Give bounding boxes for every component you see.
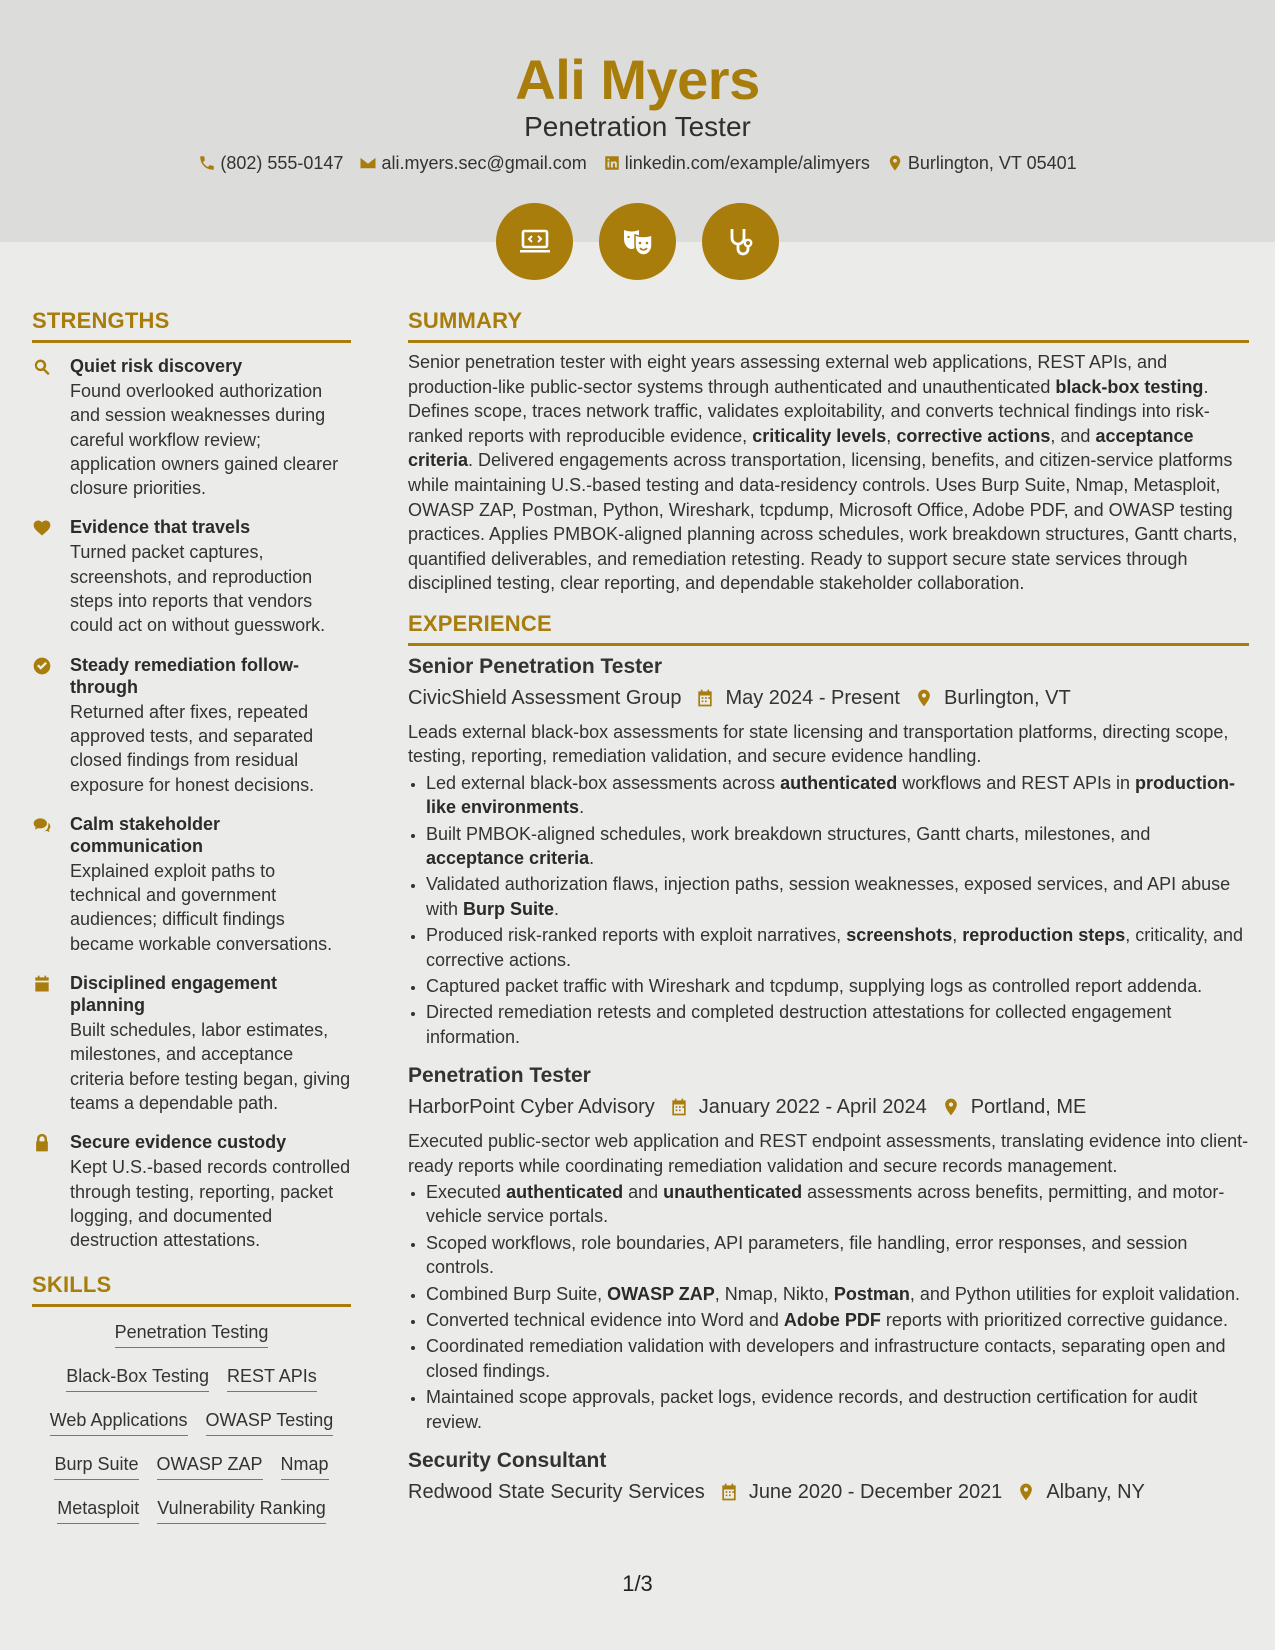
bold-text: authenticated — [506, 1182, 624, 1203]
job-bullets — [408, 771, 1249, 1049]
text-run: . — [579, 797, 585, 818]
calendar-icon — [719, 1482, 739, 1502]
bullet-item — [426, 923, 1249, 972]
text-run: Produced risk-ranked reports with exploit narratives, — [426, 925, 847, 946]
text-run: , and — [1050, 425, 1096, 446]
text-run: workflows and REST APIs in — [897, 772, 1135, 793]
strength-title: Evidence that travels — [70, 517, 251, 538]
text-run: Combined Burp Suite, — [426, 1283, 608, 1304]
job-meta — [408, 686, 1249, 710]
bold-text: acceptance criteria — [426, 847, 590, 868]
bullet-item — [426, 822, 1249, 871]
strength-title: Calm stakeholder communication — [70, 813, 221, 856]
bold-text: corrective actions — [896, 425, 1051, 446]
text-run: assessments across benefits, permitting, and motor-vehicle service portals. — [426, 1182, 1225, 1227]
bullet-item — [426, 1231, 1249, 1280]
job-bullets — [408, 1180, 1249, 1434]
text-run: , — [886, 425, 897, 446]
search-icon — [32, 357, 52, 377]
text-run: Built PMBOK-aligned schedules, work breakdown structures, Gantt charts, milestones, and — [426, 823, 1151, 844]
bold-text: acceptance criteria — [408, 425, 1194, 471]
candidate-title: Penetration Tester — [524, 111, 751, 142]
text-run: Directed remediation retests and completed destruction attestations for collected engagement information. — [426, 1002, 1172, 1047]
skills-list — [32, 1321, 351, 1524]
bold-text: Postman — [833, 1283, 910, 1304]
summary-text — [408, 350, 1249, 596]
skill-tag: Metasploit — [57, 1497, 139, 1524]
job-description: Leads external black-box assessments for state licensing and transportation platforms, directing scope, testing, reporting, remediation validation, and secure evidence handling. — [408, 721, 1229, 767]
job-entry — [408, 1448, 1249, 1504]
email-text: ali.myers.sec@gmail.com — [381, 153, 587, 173]
location-text: Burlington, VT 05401 — [907, 153, 1077, 173]
strength-title: Disciplined engagement planning — [70, 973, 278, 1016]
phone-text: (802) 555-0147 — [220, 153, 344, 173]
text-run: Coordinated remediation validation with developers and infrastructure contacts, separating open and closed findings. — [426, 1336, 1226, 1381]
contact-linkedin[interactable] — [603, 151, 870, 175]
map-pin-icon — [941, 1097, 961, 1117]
text-run: . — [589, 847, 595, 868]
bold-text: screenshots — [846, 925, 953, 946]
candidate-name: Ali Myers — [515, 48, 760, 111]
text-run: Led external black-box assessments across — [426, 772, 781, 793]
strength-item — [32, 355, 351, 500]
job-location: Portland, ME — [970, 1096, 1087, 1119]
text-run: . Delivered engagements across transportation, licensing, benefits, and citizen-service platforms while maintaining U.S.-based testing and data-residency controls. Uses Burp Suite, Nmap, Metasploit, OWASP ZAP, Postman, Python, Wireshark, tcpdump, Microsoft Office, Adobe PDF, and OWASP testing practices. Applies PMBOK-aligned planning across schedules, work breakdown structures, Gantt charts, quantified deliverables, and remediation retesting. Ready to support secure state services through disciplined testing, clear reporting, and dependable stakeholder collaboration. — [408, 450, 1238, 594]
bullet-item — [426, 1308, 1249, 1332]
bold-text: production-like environments — [426, 772, 1235, 818]
text-run: reports with prioritized corrective guidance. — [880, 1310, 1229, 1331]
strength-title: Quiet risk discovery — [70, 356, 243, 376]
job-title: Penetration Tester — [408, 1064, 591, 1088]
contact-email[interactable] — [359, 151, 586, 175]
text-run: Maintained scope approvals, packet logs, evidence records, and destruction certification for audit review. — [426, 1387, 1198, 1432]
skill-tag: Nmap — [281, 1453, 329, 1480]
theater-masks-icon — [599, 203, 676, 280]
text-run: Validated authorization flaws, injection paths, session weaknesses, exposed services, and API abuse with — [426, 874, 1231, 919]
skill-tag: Burp Suite — [54, 1453, 138, 1480]
bold-text: authenticated — [780, 772, 898, 793]
contact-bar — [0, 151, 1275, 175]
strength-desc: Kept U.S.-based records controlled through testing, reporting, packet logging, and documented destruction attestations. — [70, 1157, 351, 1251]
strength-title: Secure evidence custody — [70, 1132, 287, 1153]
strength-item — [32, 516, 351, 637]
bold-text: black-box testing — [1055, 376, 1204, 397]
right-column — [408, 308, 1249, 1504]
text-run: , criticality, and corrective actions. — [426, 925, 1243, 970]
skill-tag: Web Applications — [50, 1409, 188, 1436]
calendar-icon — [669, 1097, 689, 1117]
linkedin-icon — [603, 154, 621, 172]
text-run: . — [554, 898, 560, 919]
job-location: Burlington, VT — [943, 686, 1071, 709]
bullet-item — [426, 1385, 1249, 1434]
interest-icons — [0, 203, 1275, 280]
strength-item — [32, 1131, 351, 1252]
skill-tag: OWASP Testing — [206, 1409, 334, 1436]
strength-title: Steady remediation follow-through — [70, 654, 300, 697]
bold-text: OWASP ZAP — [607, 1283, 715, 1304]
check-circle-icon — [32, 656, 52, 676]
text-run: Converted technical evidence into Word and — [426, 1310, 784, 1331]
strength-desc: Returned after fixes, repeated approved tests, and separated closed findings from residual exposure for honest decisions. — [70, 701, 315, 795]
skill-tag: Penetration Testing — [115, 1321, 269, 1348]
linkedin-text: linkedin.com/example/alimyers — [624, 153, 870, 173]
strength-item — [32, 813, 351, 956]
job-meta — [408, 1095, 1249, 1119]
skills-heading: SKILLS — [32, 1272, 351, 1307]
experience-heading: EXPERIENCE — [408, 611, 1249, 646]
comments-icon — [32, 815, 52, 835]
job-title: Security Consultant — [408, 1449, 607, 1473]
strengths-list — [32, 355, 351, 1252]
job-title: Senior Penetration Tester — [408, 654, 663, 678]
envelope-icon — [359, 154, 377, 172]
bold-text: Burp Suite — [463, 898, 555, 919]
map-pin-icon — [1016, 1482, 1036, 1502]
laptop-code-icon — [496, 203, 573, 280]
job-entry — [408, 1063, 1249, 1434]
text-run: and — [623, 1182, 664, 1203]
text-run: Senior penetration tester with eight years assessing external web applications, REST APIs, and production-like public-sector systems through authenticated and unauthenticated — [408, 352, 1168, 397]
bold-text: criticality levels — [752, 425, 887, 446]
bold-text: Adobe PDF — [783, 1310, 881, 1331]
bullet-item — [426, 872, 1249, 921]
map-pin-icon — [914, 688, 934, 708]
job-company: CivicShield Assessment Group — [408, 686, 682, 709]
contact-location — [886, 151, 1077, 175]
bullet-item — [426, 1334, 1249, 1383]
text-run: , — [952, 925, 963, 946]
bold-text: reproduction steps — [962, 925, 1126, 946]
job-dates: January 2022 - April 2024 — [698, 1096, 927, 1119]
map-pin-icon — [886, 154, 904, 172]
stethoscope-icon — [702, 203, 779, 280]
strength-desc: Turned packet captures, screenshots, and reproduction steps into reports that vendors could act on without guesswork. — [70, 542, 326, 636]
job-dates: May 2024 - Present — [725, 686, 900, 709]
bullet-item — [426, 974, 1249, 998]
bullet-item — [426, 1000, 1249, 1049]
phone-icon — [198, 154, 216, 172]
lock-icon — [32, 1133, 52, 1153]
text-run: Scoped workflows, role boundaries, API parameters, file handling, error responses, and session controls. — [426, 1232, 1188, 1278]
left-column — [32, 308, 351, 1541]
strength-item — [32, 654, 351, 797]
bold-text: unauthenticated — [663, 1182, 803, 1203]
page-number: 1/3 — [622, 1571, 653, 1596]
strength-desc: Built schedules, labor estimates, milestones, and acceptance criteria before testing began, giving teams a dependable path. — [70, 1020, 351, 1113]
job-location: Albany, NY — [1046, 1481, 1145, 1504]
text-run: . Defines scope, traces network traffic, validates exploitability, and converts technical findings into risk-ranked reports with reproducible evidence, — [408, 376, 1210, 446]
text-run: Executed — [426, 1182, 507, 1203]
strength-item — [32, 972, 351, 1115]
heart-icon — [32, 518, 52, 538]
summary-heading: SUMMARY — [408, 308, 1249, 343]
job-entry — [408, 654, 1249, 1049]
job-company: HarborPoint Cyber Advisory — [408, 1096, 655, 1119]
bullet-item — [426, 1282, 1249, 1306]
job-dates: June 2020 - December 2021 — [748, 1481, 1003, 1504]
job-meta — [408, 1480, 1249, 1504]
bullet-item — [426, 771, 1249, 820]
strength-desc: Found overlooked authorization and session weaknesses during careful workflow review; application owners gained clearer closure priorities. — [70, 381, 339, 499]
calendar-icon — [32, 974, 52, 994]
text-run: , and Python utilities for exploit validation. — [909, 1283, 1241, 1304]
job-company: Redwood State Security Services — [408, 1481, 705, 1504]
skill-tag: Vulnerability Ranking — [157, 1497, 325, 1524]
calendar-icon — [695, 688, 715, 708]
text-run: Captured packet traffic with Wireshark and tcpdump, supplying logs as controlled report addenda. — [426, 976, 1203, 996]
text-run: , Nmap, Nikto, — [714, 1283, 834, 1304]
bullet-item — [426, 1180, 1249, 1229]
strengths-heading: STRENGTHS — [32, 308, 351, 343]
skill-tag: Black-Box Testing — [66, 1365, 209, 1392]
job-description: Executed public-sector web application and REST endpoint assessments, translating evidence into client-ready reports while coordinating remediation validation and secure records management. — [408, 1131, 1249, 1176]
skill-tag: REST APIs — [227, 1365, 317, 1392]
contact-phone[interactable] — [198, 151, 343, 175]
strength-desc: Explained exploit paths to technical and government audiences; difficult findings became workable conversations. — [70, 860, 333, 954]
skill-tag: OWASP ZAP — [157, 1453, 263, 1480]
